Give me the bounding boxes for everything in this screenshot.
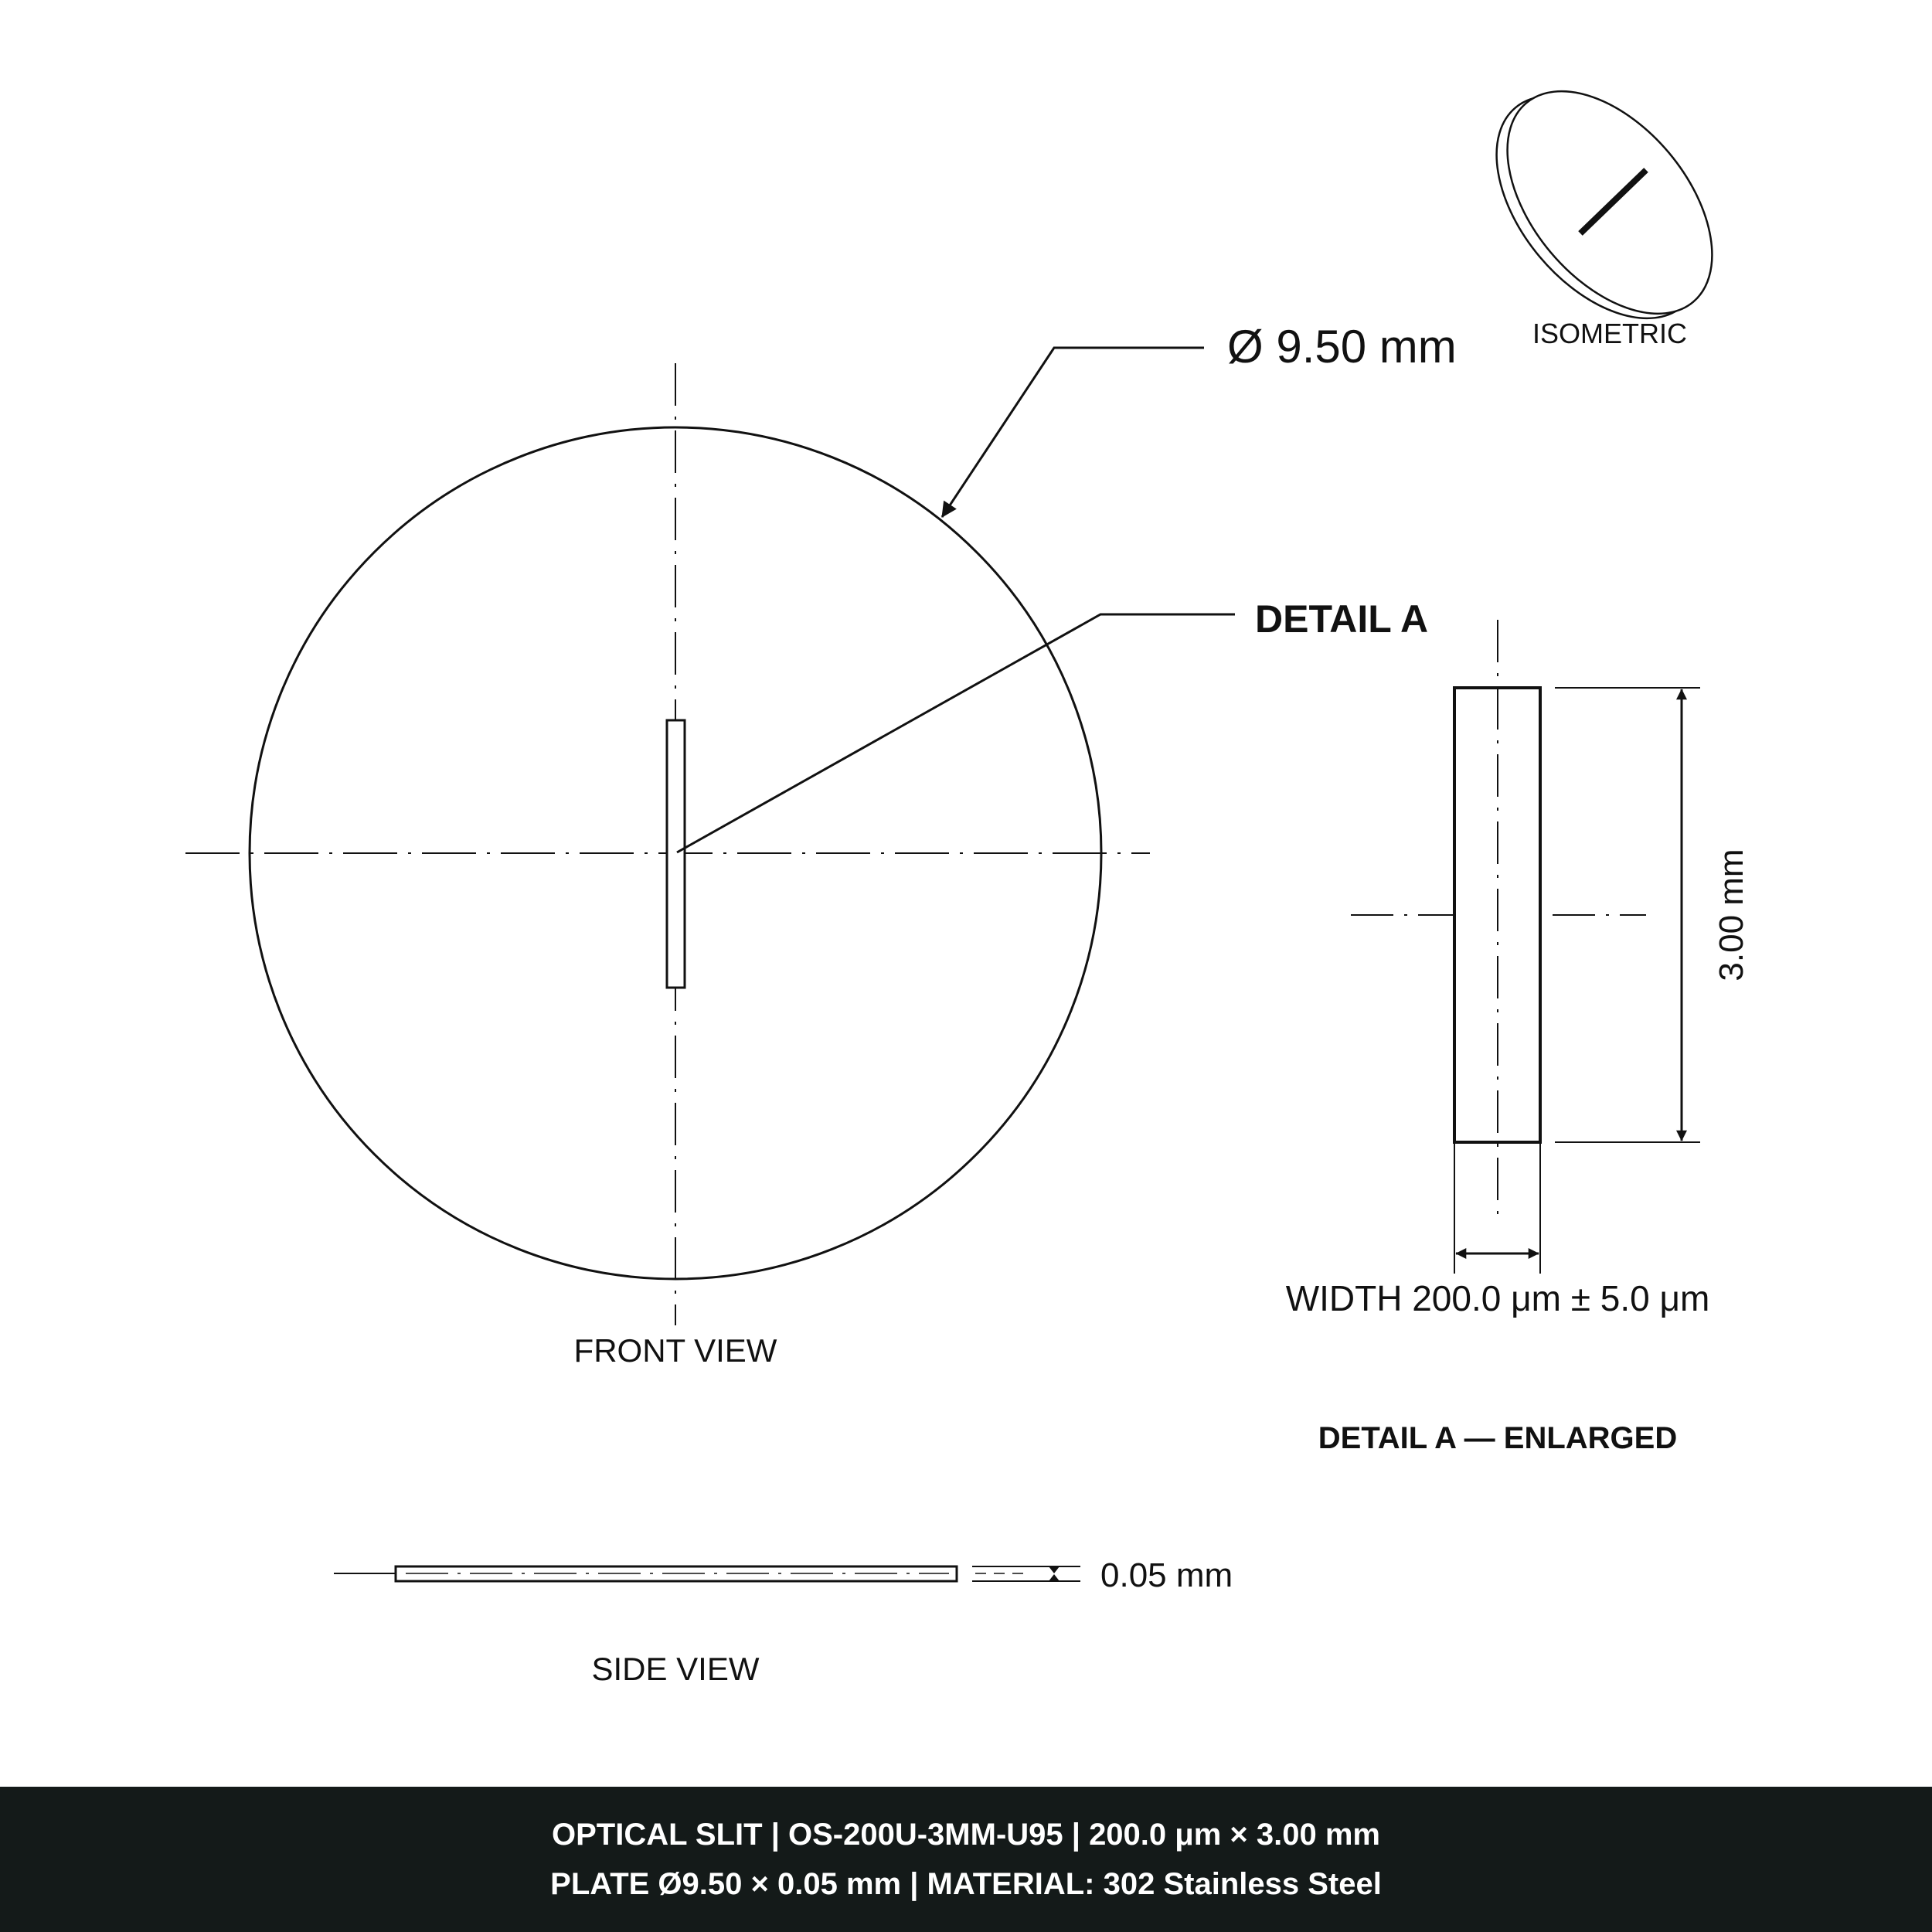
side-view — [334, 1556, 1233, 1687]
isometric-label: ISOMETRIC — [1532, 318, 1688, 349]
front-slit — [667, 720, 685, 988]
title-block-line-2: PLATE Ø9.50 × 0.05 mm | MATERIAL: 302 Stainless Steel — [550, 1867, 1382, 1901]
diameter-label: Ø 9.50 mm — [1227, 321, 1457, 372]
front-view — [185, 321, 1457, 1369]
thickness-arrow-top — [1049, 1566, 1060, 1573]
detail-a-view — [1286, 620, 1750, 1455]
height-label: 3.00 mm — [1713, 849, 1750, 981]
detail-a-callout: DETAIL A — [1255, 597, 1429, 641]
thickness-label: 0.05 mm — [1100, 1556, 1233, 1594]
side-view-label: SIDE VIEW — [591, 1651, 760, 1687]
width-label: WIDTH 200.0 μm ± 5.0 μm — [1285, 1278, 1710, 1318]
front-view-label: FRONT VIEW — [573, 1332, 777, 1369]
title-block — [0, 1787, 1932, 1932]
diameter-leader — [942, 348, 1204, 517]
detail-a-leader — [677, 614, 1235, 852]
detail-a-title: DETAIL A — ENLARGED — [1318, 1421, 1678, 1455]
title-block-line-1: OPTICAL SLIT | OS-200U-3MM-U95 | 200.0 μm × 3.00 mm — [551, 1818, 1380, 1852]
thickness-arrow-bottom — [1049, 1574, 1060, 1581]
isometric-view — [1456, 53, 1752, 356]
